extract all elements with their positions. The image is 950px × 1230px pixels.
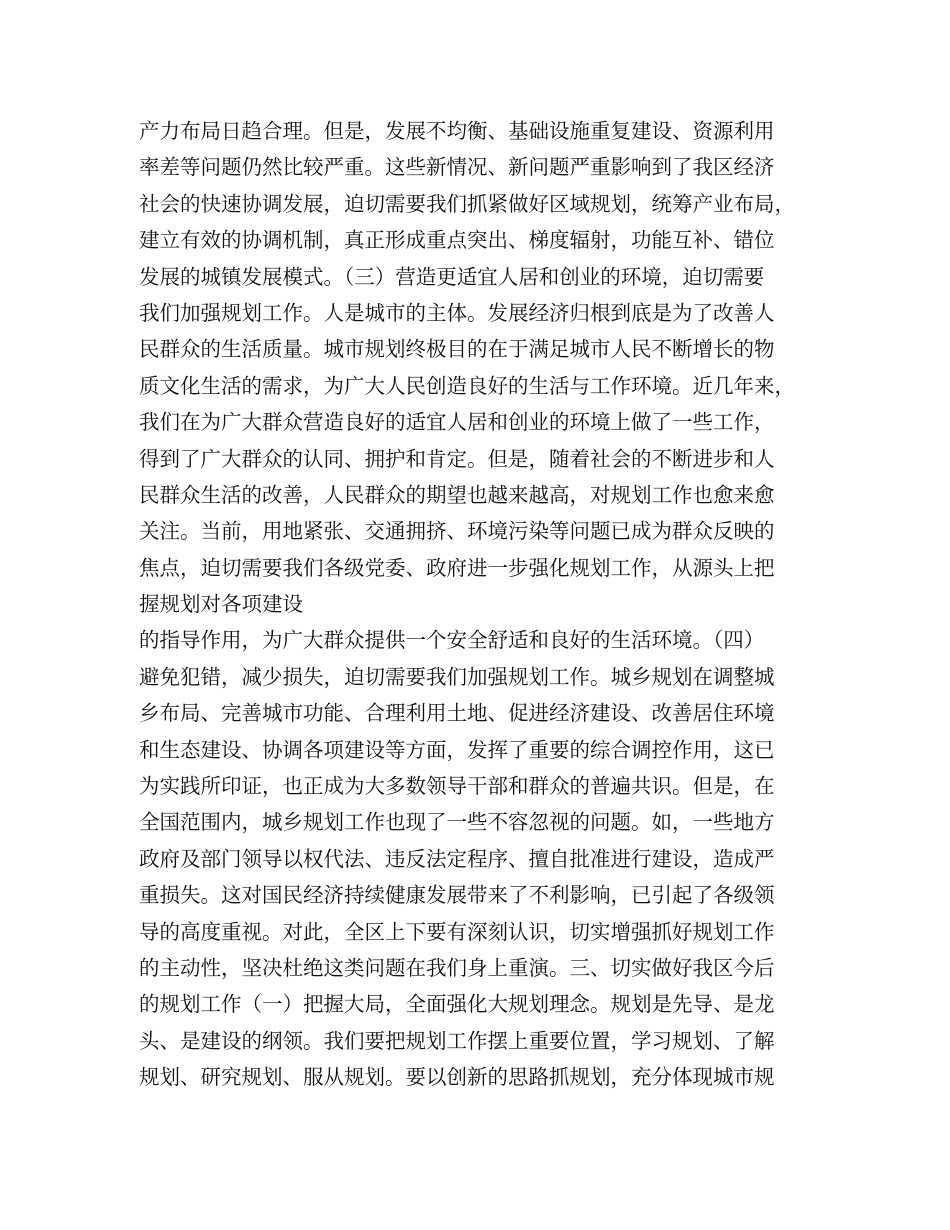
text-line: 发展的城镇发展模式。（三）营造更适宜人居和创业的环境，迫切需要 <box>139 264 765 289</box>
text-line: 为实践所印证，也正成为大多数领导干部和群众的普遍共识。但是，在 <box>139 774 775 799</box>
text-line: 全国范围内，城乡规划工作也现了一些不容忽视的问题。如，一些地方 <box>139 810 775 835</box>
text-line: 头、是建设的纲领。我们要把规划工作摆上重要位置，学习规划、了解 <box>139 1028 775 1053</box>
text-line: 握规划对各项建设 <box>139 592 303 617</box>
text-line: 的指导作用，为广大群众提供一个安全舒适和良好的生活环境。（四） <box>139 628 765 653</box>
text-line: 我们加强规划工作。人是城市的主体。发展经济归根到底是为了改善人 <box>139 300 775 325</box>
text-line: 民群众的生活质量。城市规划终极目的在于满足城市人民不断增长的物 <box>139 337 775 362</box>
text-line: 焦点，迫切需要我们各级党委、政府进一步强化规划工作，从源头上把 <box>139 555 775 580</box>
text-line: 率差等问题仍然比较严重。这些新情况、新问题严重影响到了我区经济 <box>139 155 775 180</box>
text-line: 民群众生活的改善，人民群众的期望也越来越高，对规划工作也愈来愈 <box>139 482 775 507</box>
text-line: 规划、研究规划、服从规划。要以创新的思路抓规划，充分体现城市规 <box>139 1065 775 1090</box>
text-line: 避免犯错，减少损失，迫切需要我们加强规划工作。城乡规划在调整城 <box>139 664 775 689</box>
text-line: 的规划工作（一）把握大局，全面强化大规划理念。规划是先导、是龙 <box>139 992 775 1017</box>
text-line: 得到了广大群众的认同、拥护和肯定。但是，随着社会的不断进步和人 <box>139 446 775 471</box>
text-line: 乡布局、完善城市功能、合理利用土地、促进经济建设、改善居住环境 <box>139 701 775 726</box>
body-text <box>139 113 829 1096</box>
text-line: 的主动性，坚决杜绝这类问题在我们身上重演。三、切实做好我区今后 <box>139 955 775 980</box>
text-line: 重损失。这对国民经济持续健康发展带来了不利影响，已引起了各级领 <box>139 883 775 908</box>
text-line: 政府及部门领导以权代法、违反法定程序、擅自批准进行建设，造成严 <box>139 846 775 871</box>
text-line: 产力布局日趋合理。但是，发展不均衡、基础设施重复建设、资源利用 <box>139 119 775 143</box>
text-line: 关注。当前，用地紧张、交通拥挤、环境污染等问题已成为群众反映的 <box>139 519 775 544</box>
text-line: 建立有效的协调机制，真正形成重点突出、梯度辐射，功能互补、错位 <box>139 228 775 253</box>
text-line: 导的高度重视。对此，全区上下要有深刻认识，切实增强抓好规划工作 <box>139 919 775 944</box>
text-line: 我们在为广大群众营造良好的适宜人居和创业的环境上做了一些工作， <box>139 410 775 435</box>
text-line: 和生态建设、协调各项建设等方面，发挥了重要的综合调控作用，这已 <box>139 737 775 762</box>
text-line: 社会的快速协调发展，迫切需要我们抓紧做好区域规划，统筹产业布局， <box>139 191 795 216</box>
text-line: 质文化生活的需求，为广大人民创造良好的生活与工作环境。近几年来， <box>139 373 795 398</box>
